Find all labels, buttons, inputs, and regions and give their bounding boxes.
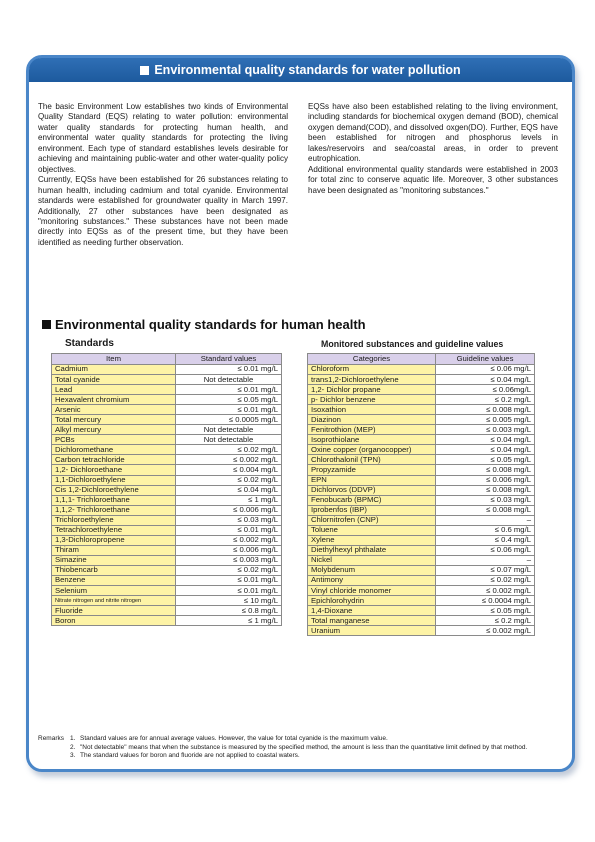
table-row bbox=[308, 565, 535, 575]
substance-name: Simazine bbox=[52, 555, 176, 565]
limit-value: ≤ 0.002 mg/L bbox=[176, 455, 282, 465]
table-row bbox=[52, 375, 282, 385]
substance-name: Isoprothiolane bbox=[308, 435, 436, 445]
table-row bbox=[52, 586, 282, 596]
remark-text: The standard values for boron and fluoride are not applied to coastal waters. bbox=[80, 752, 300, 759]
limit-value: ≤ 0.008 mg/L bbox=[436, 465, 535, 475]
substance-name: Isoxathion bbox=[308, 405, 436, 415]
substance-name: Molybdenum bbox=[308, 565, 436, 575]
table-row bbox=[308, 596, 535, 606]
remark-number: 2. bbox=[70, 743, 76, 751]
table-row bbox=[52, 545, 282, 555]
limit-value: ≤ 0.004 mg/L bbox=[176, 465, 282, 475]
limit-value: ≤ 0.04 mg/L bbox=[436, 375, 535, 385]
intro-paragraph: The basic Environment Low establishes two kinds of Environmental Quality Standard (EQS) relating to water pollution: environmental water quality standards for protecting human health, and environmental water quality standards for protecting the living environment. Each type of standard establishes levels desirable for achieving and maintaining public-water and other water-quality policy objectives. bbox=[38, 102, 288, 174]
table-row bbox=[52, 596, 282, 606]
substance-name: Tetrachloroethylene bbox=[52, 525, 176, 535]
substance-name: Total mercury bbox=[52, 415, 176, 425]
limit-value: ≤ 0.02 mg/L bbox=[436, 575, 535, 585]
table-row bbox=[52, 525, 282, 535]
table-row bbox=[308, 525, 535, 535]
limit-value: ≤ 0.06mg/L bbox=[436, 385, 535, 395]
limit-value: ≤ 0.04 mg/L bbox=[436, 445, 535, 455]
limit-value: ≤ 1 mg/L bbox=[176, 616, 282, 626]
limit-value: Not detectable bbox=[176, 375, 282, 385]
monitored-heading: Monitored substances and guideline values bbox=[321, 339, 504, 349]
intro-columns bbox=[38, 102, 558, 248]
table-row bbox=[308, 385, 535, 395]
substance-name: Total cyanide bbox=[52, 375, 176, 385]
substance-name: 1,3-Dichloropropene bbox=[52, 535, 176, 545]
limit-value: ≤ 0.01 mg/L bbox=[176, 575, 282, 585]
table-row bbox=[308, 455, 535, 465]
square-bullet-icon bbox=[42, 320, 51, 329]
monitored-table-body bbox=[308, 365, 535, 636]
substance-name: Diazinon bbox=[308, 415, 436, 425]
substance-name: PCBs bbox=[52, 435, 176, 445]
substance-name: Thiobencarb bbox=[52, 565, 176, 575]
limit-value: ≤ 0.4 mg/L bbox=[436, 535, 535, 545]
limit-value: ≤ 0.03 mg/L bbox=[176, 515, 282, 525]
substance-name: Thiram bbox=[52, 545, 176, 555]
substance-name: Chlorothalonil (TPN) bbox=[308, 455, 436, 465]
table-row bbox=[308, 435, 535, 445]
limit-value: ≤ 0.02 mg/L bbox=[176, 475, 282, 485]
table-row bbox=[52, 505, 282, 515]
intro-right-column bbox=[308, 102, 558, 248]
remark-text: Standard values are for annual average values. However, the value for total cyanide is the maximum value. bbox=[80, 735, 388, 742]
limit-value: ≤ 0.006 mg/L bbox=[176, 505, 282, 515]
substance-name: 1,2- Dichlor propane bbox=[308, 385, 436, 395]
table-row bbox=[52, 405, 282, 415]
substance-name: Boron bbox=[52, 616, 176, 626]
intro-paragraph: EQSs have also been established relating to the living environment, including standards for biochemical oxygen demand (BOD), chemical oxygen demand(COD), and dissolved oxgen(DO). Further, EQS have been established for nitrogen and phosphorus levels in lakes/reservoirs and sea/coastal areas, in order to prevent eutrophication. bbox=[308, 102, 558, 164]
limit-value: ≤ 0.06 mg/L bbox=[436, 365, 535, 375]
limit-value: ≤ 0.006 mg/L bbox=[176, 545, 282, 555]
table-row bbox=[52, 465, 282, 475]
limit-value: ≤ 0.0004 mg/L bbox=[436, 596, 535, 606]
limit-value: ≤ 0.04 mg/L bbox=[176, 485, 282, 495]
remark-item bbox=[38, 744, 568, 753]
table-row bbox=[52, 575, 282, 585]
substance-name: Dichlorvos (DDVP) bbox=[308, 485, 436, 495]
substance-name: Uranium bbox=[308, 626, 436, 636]
limit-value: ≤ 0.07 mg/L bbox=[436, 565, 535, 575]
substance-name: 1,1-Dichloroethylene bbox=[52, 475, 176, 485]
substance-name: Arsenic bbox=[52, 405, 176, 415]
limit-value: ≤ 0.008 mg/L bbox=[436, 485, 535, 495]
intro-paragraph: Currently, EQSs have been established for 26 substances relating to human health, including cadmium and total cyanide. Environmental standards were established for groundwater quality in March 1997. Additionally, 27 other substances have been designated as "monitoring substances." These substances have not been made directly into EQSs as of the present time, but they have been identified as needing further observation. bbox=[38, 175, 288, 247]
limit-value: ≤ 0.006 mg/L bbox=[436, 475, 535, 485]
banner bbox=[29, 58, 572, 82]
substance-name: Xylene bbox=[308, 535, 436, 545]
substance-name: Chlornitrofen (CNP) bbox=[308, 515, 436, 525]
substance-name: 1,1,2- Trichloroethane bbox=[52, 505, 176, 515]
column-header-item: Item bbox=[52, 354, 176, 365]
limit-value: ≤ 0.002 mg/L bbox=[176, 535, 282, 545]
table-row bbox=[308, 375, 535, 385]
substance-name: Cis 1,2-Dichloroethylene bbox=[52, 485, 176, 495]
substance-name: Chloroform bbox=[308, 365, 436, 375]
limit-value: ≤ 0.04 mg/L bbox=[436, 435, 535, 445]
intro-paragraph: Additional environmental quality standards were established in 2003 for total zinc to conserve aquatic life. Moreover, 3 other substances have been designated as "monitoring substances." bbox=[308, 164, 558, 195]
substance-name: trans1,2-Dichloroethylene bbox=[308, 375, 436, 385]
limit-value: ≤ 0.01 mg/L bbox=[176, 385, 282, 395]
substance-name: Nickel bbox=[308, 555, 436, 565]
table-row bbox=[308, 425, 535, 435]
limit-value: ≤ 0.05 mg/L bbox=[176, 395, 282, 405]
table-row bbox=[52, 395, 282, 405]
substance-name: 1,1,1- Trichloroethane bbox=[52, 495, 176, 505]
table-row bbox=[52, 535, 282, 545]
limit-value: ≤ 0.6 mg/L bbox=[436, 525, 535, 535]
substance-name: Toluene bbox=[308, 525, 436, 535]
content-panel bbox=[26, 55, 575, 772]
table-row bbox=[308, 365, 535, 375]
table-row bbox=[308, 606, 535, 616]
standards-heading: Standards bbox=[65, 338, 114, 349]
limit-value: ≤ 0.003 mg/L bbox=[436, 425, 535, 435]
square-bullet-icon bbox=[140, 66, 149, 75]
table-row bbox=[52, 515, 282, 525]
limit-value: ≤ 0.003 mg/L bbox=[176, 555, 282, 565]
substance-name: EPN bbox=[308, 475, 436, 485]
limit-value: ≤ 0.2 mg/L bbox=[436, 616, 535, 626]
substance-name: Nitrate nitrogen and nitrite nitrogen bbox=[52, 596, 176, 606]
substance-name: Fenobucarb (BPMC) bbox=[308, 495, 436, 505]
limit-value: ≤ 0.01 mg/L bbox=[176, 405, 282, 415]
table-row bbox=[52, 365, 282, 375]
table-row bbox=[308, 505, 535, 515]
section-title bbox=[42, 317, 366, 332]
table-row bbox=[308, 475, 535, 485]
table-row bbox=[52, 425, 282, 435]
substance-name: Hexavalent chromium bbox=[52, 395, 176, 405]
remark-item bbox=[38, 752, 568, 761]
limit-value: ≤ 0.005 mg/L bbox=[436, 415, 535, 425]
substance-name: Fenitrothion (MEP) bbox=[308, 425, 436, 435]
table-row bbox=[308, 586, 535, 596]
limit-value: Not detectable bbox=[176, 435, 282, 445]
table-row bbox=[308, 465, 535, 475]
limit-value: ≤ 0.05 mg/L bbox=[436, 455, 535, 465]
table-row bbox=[52, 445, 282, 455]
column-header-item: Categories bbox=[308, 354, 436, 365]
substance-name: Total manganese bbox=[308, 616, 436, 626]
limit-value: ≤ 0.2 mg/L bbox=[436, 395, 535, 405]
banner-title: Environmental quality standards for water pollution bbox=[154, 63, 461, 77]
table-row bbox=[308, 535, 535, 545]
table-row bbox=[52, 455, 282, 465]
table-row bbox=[308, 485, 535, 495]
table-row bbox=[52, 385, 282, 395]
limit-value: ≤ 0.01 mg/L bbox=[176, 525, 282, 535]
limit-value: ≤ 0.03 mg/L bbox=[436, 495, 535, 505]
table-row bbox=[308, 445, 535, 455]
substance-name: Oxine copper (organocopper) bbox=[308, 445, 436, 455]
substance-name: p- Dichlor benzene bbox=[308, 395, 436, 405]
table-row bbox=[308, 616, 535, 626]
substance-name: Propyzamide bbox=[308, 465, 436, 475]
table-row bbox=[52, 565, 282, 575]
limit-value: ≤ 1 mg/L bbox=[176, 495, 282, 505]
column-header-value: Standard values bbox=[176, 354, 282, 365]
substance-name: Cadmium bbox=[52, 365, 176, 375]
table-row bbox=[308, 415, 535, 425]
table-row bbox=[52, 495, 282, 505]
substance-name: Antimony bbox=[308, 575, 436, 585]
intro-left-column bbox=[38, 102, 288, 248]
limit-value: ≤ 0.008 mg/L bbox=[436, 505, 535, 515]
limit-value: Not detectable bbox=[176, 425, 282, 435]
substance-name: Selenium bbox=[52, 586, 176, 596]
section-title-text: Environmental quality standards for human health bbox=[55, 317, 366, 332]
substance-name: Fluoride bbox=[52, 606, 176, 616]
limit-value: ≤ 0.05 mg/L bbox=[436, 606, 535, 616]
table-row bbox=[308, 495, 535, 505]
table-row bbox=[52, 435, 282, 445]
remark-number: 3. bbox=[70, 752, 76, 759]
table-row bbox=[308, 575, 535, 585]
remarks bbox=[38, 735, 568, 761]
table-row bbox=[308, 626, 535, 636]
substance-name: Iprobenfos (IBP) bbox=[308, 505, 436, 515]
remark-item bbox=[38, 735, 568, 744]
limit-value: ≤ 0.06 mg/L bbox=[436, 545, 535, 555]
substance-name: 1,4-Dioxane bbox=[308, 606, 436, 616]
limit-value: ≤ 0.01 mg/L bbox=[176, 586, 282, 596]
table-row bbox=[52, 415, 282, 425]
remarks-label: Remarks bbox=[38, 735, 65, 742]
limit-value: ≤ 0.0005 mg/L bbox=[176, 415, 282, 425]
substance-name: Trichloroethylene bbox=[52, 515, 176, 525]
remark-text: "Not detectable" means that when the substance is measured by the specified method, the amount is less than the quantitative limit defined by that method. bbox=[80, 743, 528, 751]
limit-value: ≤ 0.008 mg/L bbox=[436, 405, 535, 415]
remark-number: 1. bbox=[70, 735, 76, 742]
substance-name: Dichloromethane bbox=[52, 445, 176, 455]
limit-value: ≤ 0.002 mg/L bbox=[436, 626, 535, 636]
substance-name: Alkyl mercury bbox=[52, 425, 176, 435]
limit-value: ≤ 0.8 mg/L bbox=[176, 606, 282, 616]
column-header-value: Guideline values bbox=[436, 354, 535, 365]
table-row bbox=[308, 405, 535, 415]
table-row bbox=[308, 545, 535, 555]
substance-name: Diethylhexyl phthalate bbox=[308, 545, 436, 555]
monitored-table bbox=[307, 353, 535, 636]
table-header-row bbox=[52, 354, 282, 365]
limit-value: ≤ 0.01 mg/L bbox=[176, 365, 282, 375]
substance-name: Epichlorohydrin bbox=[308, 596, 436, 606]
table-row bbox=[52, 555, 282, 565]
substance-name: 1,2- Dichloroethane bbox=[52, 465, 176, 475]
substance-name: Carbon tetrachloride bbox=[52, 455, 176, 465]
standards-table-body bbox=[52, 365, 282, 626]
limit-value: ≤ 10 mg/L bbox=[176, 596, 282, 606]
table-row bbox=[52, 485, 282, 495]
table-row bbox=[52, 606, 282, 616]
substance-name: Benzene bbox=[52, 575, 176, 585]
table-row bbox=[308, 515, 535, 525]
substance-name: Lead bbox=[52, 385, 176, 395]
table-row bbox=[308, 555, 535, 565]
limit-value: ≤ 0.02 mg/L bbox=[176, 565, 282, 575]
table-row bbox=[52, 475, 282, 485]
standards-table bbox=[51, 353, 282, 626]
table-row bbox=[308, 395, 535, 405]
substance-name: Vinyl chloride monomer bbox=[308, 586, 436, 596]
limit-value: – bbox=[436, 555, 535, 565]
limit-value: ≤ 0.002 mg/L bbox=[436, 586, 535, 596]
table-header-row bbox=[308, 354, 535, 365]
table-row bbox=[52, 616, 282, 626]
limit-value: – bbox=[436, 515, 535, 525]
limit-value: ≤ 0.02 mg/L bbox=[176, 445, 282, 455]
